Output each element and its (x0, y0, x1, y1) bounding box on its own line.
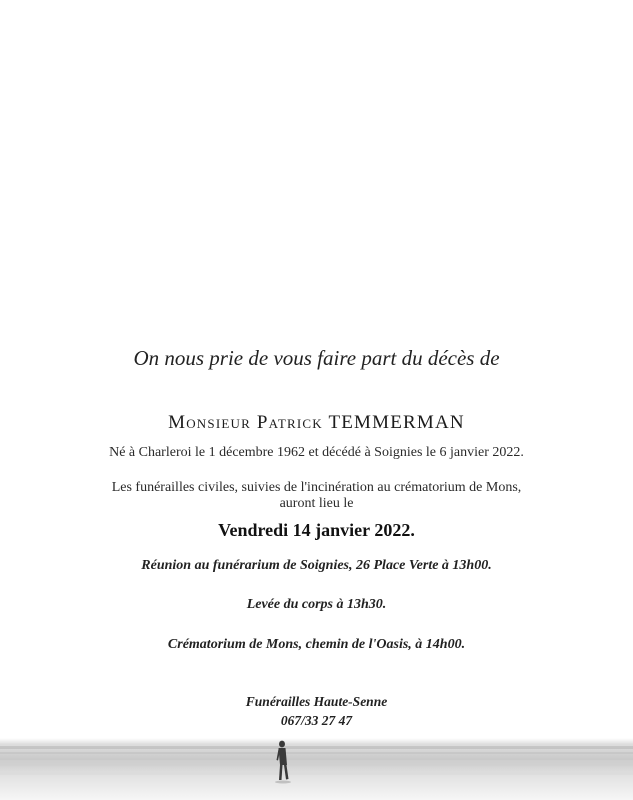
crematorium-info: Crématorium de Mons, chemin de l'Oasis, à 14h00. (167, 637, 466, 652)
funeral-home-name: Funérailles Haute-Senne (245, 694, 388, 709)
deceased-name (0, 412, 633, 434)
beach-photo (0, 738, 633, 800)
funeral-text-line2: auront lieu le (279, 496, 354, 511)
deceased-surname: TEMMERMAN (328, 412, 465, 433)
funeral-home-phone: 067/33 27 47 (280, 713, 353, 728)
levee-info: Levée du corps à 13h30. (246, 597, 387, 612)
deceased-title-firstname: Monsieur Patrick (168, 412, 323, 433)
reunion-info: Réunion au funérarium de Soignies, 26 Place Verte à 13h00. (141, 558, 492, 573)
intro-text: On nous prie de vous faire part du décès de (133, 346, 500, 370)
funeral-text-line1: Les funérailles civiles, suivies de l'incinération au crématorium de Mons, (111, 480, 522, 495)
birth-death-text: Né à Charleroi le 1 décembre 1962 et décédé à Soignies le 6 janvier 2022. (109, 445, 524, 460)
funeral-date: Vendredi 14 janvier 2022. (218, 520, 415, 540)
